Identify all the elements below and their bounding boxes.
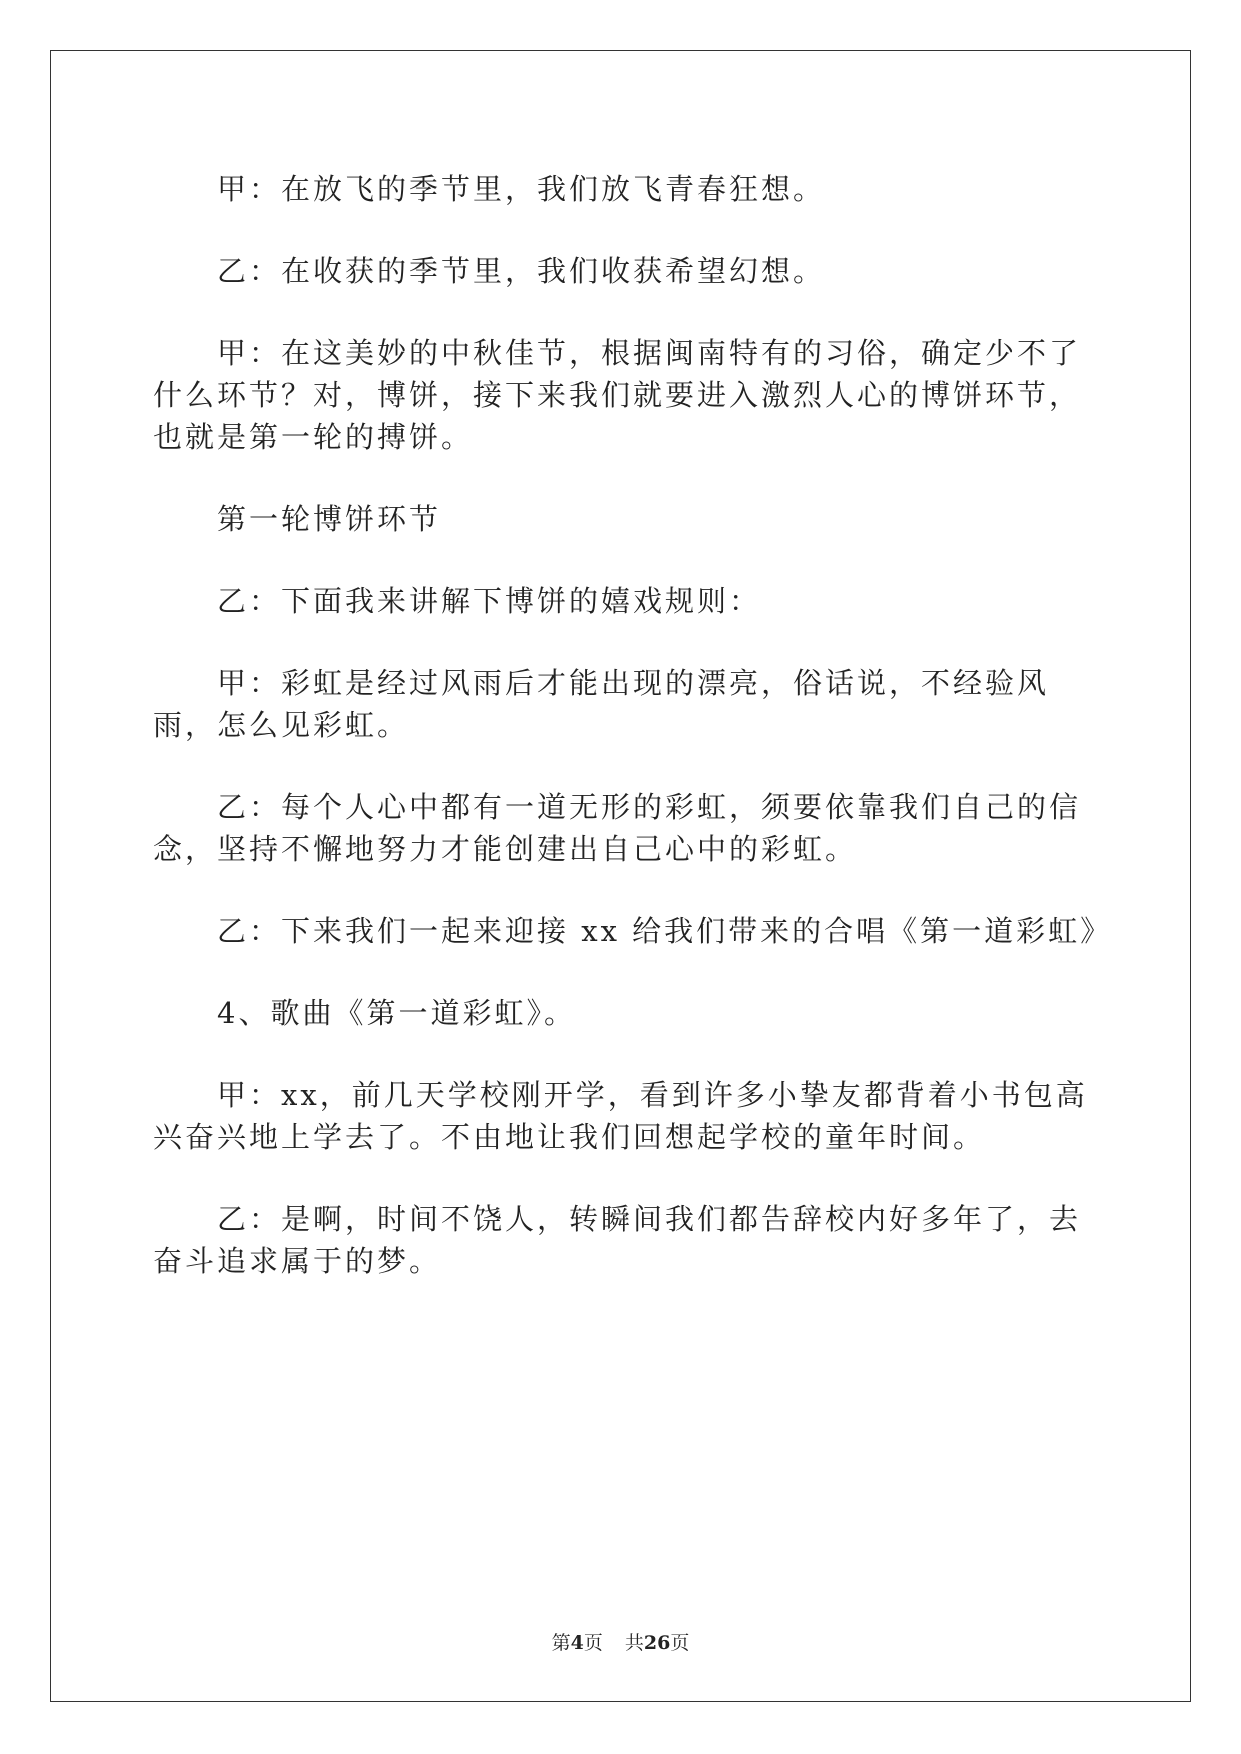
- paragraph: 4、歌曲《第一道彩虹》。: [217, 996, 576, 1030]
- page-footer: [0, 1628, 1241, 1655]
- paragraph: 甲：彩虹是经过风雨后才能出现的漂亮，俗话说，不经验风雨，怎么见彩虹。: [153, 666, 1050, 742]
- total-page-number: 26: [643, 1632, 671, 1654]
- section-heading: 第一轮博饼环节: [217, 502, 442, 536]
- footer-page-word: 页: [583, 1632, 603, 1654]
- paragraph: 乙：每个人心中都有一道无形的彩虹，须要依靠我们自己的信念，坚持不懈地努力才能创建出自己心中的彩虹。: [153, 790, 1082, 866]
- paragraph: 甲：在这美妙的中秋佳节，根据闽南特有的习俗，确定少不了什么环节？对，博饼，接下来我们就要进入激烈人心的博饼环节，也就是第一轮的搏饼。: [153, 336, 1082, 454]
- footer-total-prefix: 共: [624, 1632, 644, 1654]
- paragraph: 甲：在放飞的季节里，我们放飞青春狂想。: [217, 172, 826, 206]
- paragraph: 甲：xx，前几天学校刚开学，看到许多小挚友都背着小书包高兴奋兴地上学去了。不由地让我们回想起学校的童年时间。: [153, 1078, 1088, 1154]
- paragraph: 乙：下面我来讲解下博饼的嬉戏规则：: [217, 584, 762, 618]
- paragraph: 乙：下来我们一起来迎接 xx 给我们带来的合唱《第一道彩虹》: [217, 914, 1113, 948]
- document-body: [153, 168, 1113, 1282]
- paragraph: 乙：在收获的季节里，我们收获希望幻想。: [217, 254, 826, 288]
- current-page-number: 4: [570, 1632, 584, 1654]
- footer-total-suffix: 页: [670, 1632, 690, 1654]
- paragraph: 乙：是啊，时间不饶人，转瞬间我们都告辞校内好多年了，去奋斗追求属于的梦。: [153, 1202, 1082, 1278]
- footer-prefix: 第: [551, 1632, 571, 1654]
